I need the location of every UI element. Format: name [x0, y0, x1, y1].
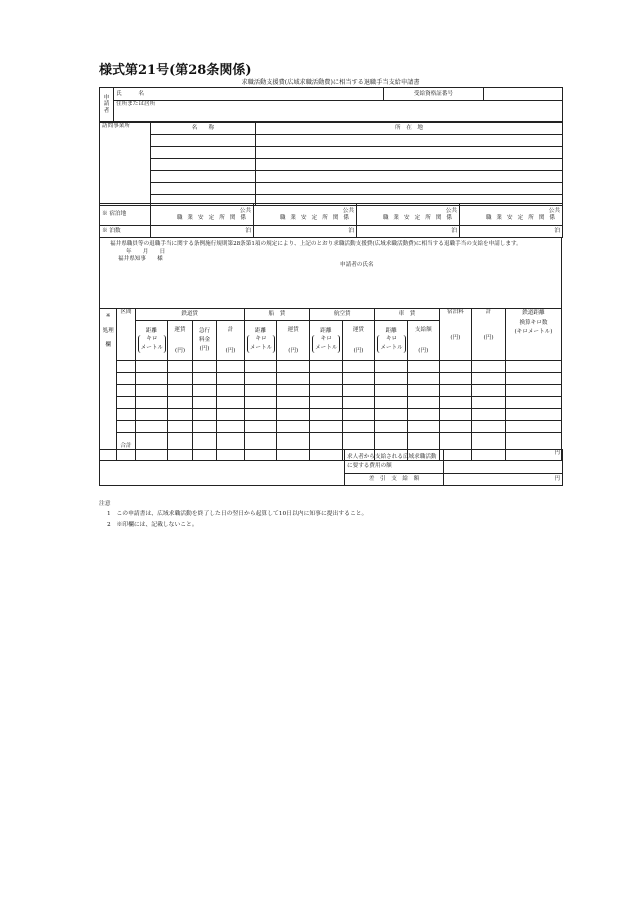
- application-text: 福井県職員等の退職手当に関する条例施行規則第28条第1項の規定により、上記のとおり求職活動支援費(広域求職活動費)に相当する退職手当の支給を申請します。: [110, 241, 522, 247]
- visit-location-field[interactable]: [256, 135, 563, 147]
- nights-field[interactable]: [151, 226, 254, 238]
- totals-blank: [100, 450, 345, 486]
- rail-subtotal-col: [217, 321, 245, 361]
- lodging-office-field[interactable]: [460, 204, 563, 226]
- lodging-office-field[interactable]: [151, 204, 254, 226]
- processing-mark: ※: [105, 313, 111, 319]
- km-label: キロ: [320, 335, 332, 342]
- table-row: [100, 397, 562, 409]
- processing-table: [99, 308, 562, 461]
- public-text: 公共: [548, 208, 560, 215]
- nights-mark: ※: [102, 228, 108, 235]
- table-row: [100, 409, 562, 421]
- lodging-fee-label: 宿泊料: [447, 309, 464, 315]
- visit-location-header: 所 在 地: [256, 123, 563, 135]
- lodging-fee-header: [439, 309, 472, 361]
- night-unit: 泊: [245, 228, 251, 235]
- yen-unit: (円): [353, 347, 364, 354]
- fare-label: 運賃: [287, 327, 299, 334]
- total-header: [472, 309, 506, 361]
- lodging-table: [99, 203, 563, 238]
- applicant-table: [99, 87, 563, 122]
- lodging-place-label: 宿泊地: [109, 211, 127, 218]
- kan-text: 関係: [229, 214, 251, 221]
- visits-table: [99, 122, 563, 206]
- deduction-label: 差 引 支 給 額: [345, 474, 444, 486]
- car-header: 車 賃: [375, 309, 439, 321]
- meter-label: メートル: [249, 344, 273, 351]
- lodging-office-field[interactable]: [254, 204, 357, 226]
- cert-number-label: 受給資格証番号: [384, 88, 484, 101]
- night-unit: 泊: [554, 228, 560, 235]
- distance-label: 距離: [385, 328, 397, 335]
- km-label: キロ: [385, 335, 398, 342]
- nights-field[interactable]: [254, 226, 357, 238]
- section-label: 区間: [117, 309, 135, 361]
- visit-location-field[interactable]: [256, 183, 563, 195]
- table-row: [100, 373, 562, 385]
- yen-unit: (円): [288, 347, 299, 354]
- table-row: [100, 361, 562, 373]
- yen-unit: (円): [225, 347, 236, 354]
- yen-unit: 円: [554, 450, 560, 456]
- yen-unit: (円): [450, 335, 461, 342]
- applicant-name-label: 申請者の氏名: [340, 262, 374, 269]
- public-text: 公共: [239, 208, 251, 215]
- distance-label: 距離: [145, 328, 158, 335]
- nights-field[interactable]: [357, 226, 460, 238]
- lodging-office-field[interactable]: [357, 204, 460, 226]
- car-payment-col: [407, 321, 439, 361]
- nights-label: 泊数: [109, 228, 121, 235]
- km-meter-label: (キロメートル): [514, 329, 553, 335]
- employer-cost-label: 求人者から支給される広域求職活動に要する費用の額: [345, 450, 444, 474]
- note-item: 2 ※印欄には、記載しないこと。: [107, 521, 198, 528]
- notes: [99, 499, 367, 530]
- air-distance-col: [310, 321, 343, 361]
- office-text: 職業安定所: [176, 214, 230, 221]
- public-text: 公共: [342, 208, 354, 215]
- visit-name-field[interactable]: [151, 135, 256, 147]
- fee-label: 料金: [198, 337, 211, 344]
- yen-unit: (円): [199, 345, 210, 352]
- visit-location-field[interactable]: [256, 159, 563, 171]
- fare-label: 運賃: [352, 327, 365, 334]
- converted-km-label: 換算キロ数: [519, 319, 548, 326]
- notes-title: 注意: [99, 501, 111, 507]
- office-text: 職業安定所: [279, 214, 333, 221]
- lodging-mark: ※: [102, 211, 108, 218]
- visit-name-field[interactable]: [151, 183, 256, 195]
- km-label: キロ: [146, 335, 158, 342]
- yen-unit: (円): [418, 347, 429, 354]
- table-row: [100, 421, 562, 433]
- nights-field[interactable]: [460, 226, 563, 238]
- railway-header: 鉄道賃: [135, 309, 244, 321]
- deduction-field[interactable]: [444, 474, 563, 486]
- car-distance-col: [375, 321, 408, 361]
- distance-label: 距離: [255, 328, 267, 335]
- visit-name-field[interactable]: [151, 147, 256, 159]
- night-unit: 泊: [451, 228, 457, 235]
- ship-fare-col: [277, 321, 310, 361]
- application-block: [100, 238, 562, 309]
- kan-text: 関係: [332, 214, 354, 221]
- application-table: [99, 237, 562, 309]
- rail-distance-col: [135, 321, 168, 361]
- address-label: 住所または居所: [116, 101, 156, 107]
- applicant-label: 申請者: [100, 88, 114, 122]
- form-title: 求職活動支援費(広域求職活動費)に相当する退職手当支給申請書: [241, 79, 420, 86]
- rail-distance-header: [505, 309, 561, 361]
- total-label: 計: [485, 309, 492, 315]
- air-fare-col: [342, 321, 375, 361]
- visit-location-field[interactable]: [256, 171, 563, 183]
- employer-cost-field[interactable]: [444, 450, 563, 474]
- km-meter-bracket: [138, 335, 166, 353]
- processing-label-text: 処理欄: [102, 327, 114, 349]
- public-text: 公共: [445, 208, 457, 215]
- km-meter-bracket: [247, 335, 275, 353]
- express-col: [192, 321, 216, 361]
- name-label: 氏 名: [114, 88, 384, 101]
- visits-label: 訪問事業所: [100, 123, 151, 206]
- note-item: 1 この申請書は、広域求職活動を終了した日の翌日から起算して10日以内に知事に提出すること。: [107, 511, 368, 518]
- visit-name-header: 名 称: [151, 123, 256, 135]
- cert-number-field[interactable]: [484, 88, 563, 101]
- km-meter-bracket: [377, 335, 405, 353]
- form-number: 様式第21号(第28条関係): [99, 63, 252, 78]
- distance-label: 距離: [320, 328, 332, 335]
- express-label: 急行: [198, 328, 211, 335]
- visit-name-field[interactable]: [151, 159, 256, 171]
- kan-text: 関係: [435, 214, 457, 221]
- rail-distance-label: 鉄道距離: [522, 310, 545, 316]
- processing-label: [100, 309, 117, 461]
- office-text: 職業安定所: [485, 214, 539, 221]
- subtotal-label: 計: [227, 327, 234, 334]
- ship-header: 船 賃: [244, 309, 309, 321]
- visit-location-field[interactable]: [256, 147, 563, 159]
- fare-label: 運賃: [174, 327, 186, 334]
- air-header: 航空賃: [310, 309, 375, 321]
- yen-unit: (円): [483, 335, 494, 342]
- application-date[interactable]: 年 月 日: [126, 249, 166, 256]
- visit-name-field[interactable]: [151, 171, 256, 183]
- totals-table: [99, 449, 563, 486]
- kan-text: 関係: [538, 214, 560, 221]
- meter-label: メートル: [315, 344, 338, 351]
- office-text: 職業安定所: [382, 214, 436, 221]
- meter-label: メートル: [140, 344, 164, 351]
- yen-unit: (円): [175, 347, 186, 354]
- km-label: キロ: [255, 335, 267, 342]
- yen-unit: 円: [554, 476, 560, 483]
- ship-distance-col: [244, 321, 277, 361]
- addressee: 福井県知事 様: [118, 255, 163, 262]
- grand-total-label: 合計: [117, 433, 135, 461]
- meter-label: メートル: [380, 344, 403, 351]
- table-row: [100, 385, 562, 397]
- rail-fare-col: [168, 321, 192, 361]
- km-meter-bracket: [312, 335, 340, 353]
- payment-label: 支給額: [414, 327, 432, 334]
- night-unit: 泊: [348, 228, 354, 235]
- address-field[interactable]: [114, 101, 563, 122]
